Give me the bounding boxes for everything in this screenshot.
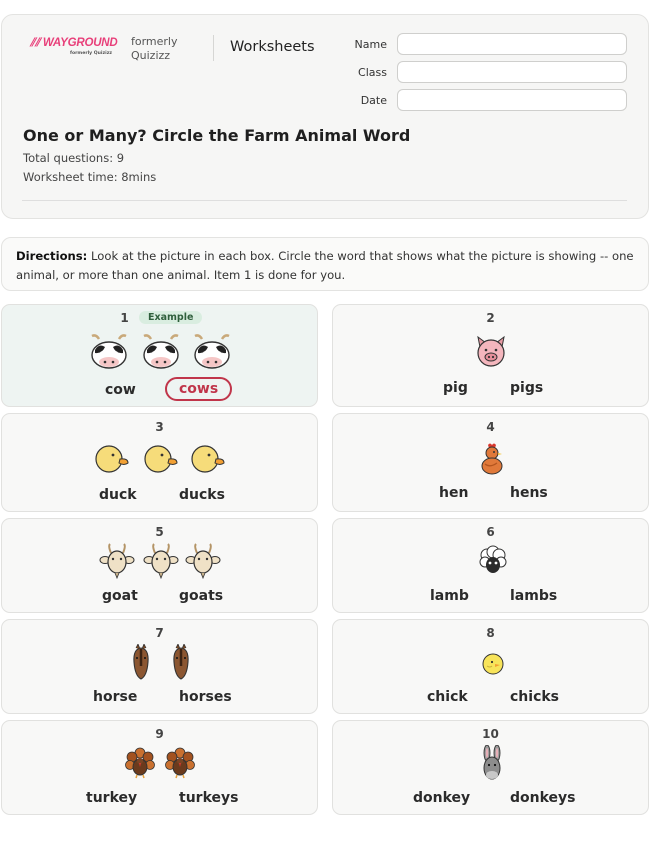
turkey-icon — [165, 745, 195, 779]
name-field[interactable] — [397, 33, 627, 55]
picture-goats — [2, 547, 317, 587]
word-plural[interactable]: chicks — [510, 689, 560, 705]
duck-icon — [143, 442, 179, 476]
picture-cows — [2, 333, 317, 373]
date-field[interactable] — [397, 89, 627, 111]
duck-icon — [94, 442, 130, 476]
word-single[interactable]: cow — [105, 382, 136, 398]
turkey-icon — [125, 745, 155, 779]
hen-icon — [479, 442, 505, 476]
example-badge: Example — [139, 311, 202, 324]
question-card-7 — [1, 619, 318, 714]
worksheet-title: One or Many? Circle the Farm Animal Word — [23, 126, 411, 145]
question-number: 9 — [155, 727, 164, 741]
question-card-1 — [1, 304, 318, 407]
lamb-icon — [478, 545, 508, 577]
word-plural[interactable]: turkeys — [179, 790, 239, 806]
question-card-5 — [1, 518, 318, 613]
date-label: Date — [360, 94, 387, 107]
word-single[interactable]: horse — [93, 689, 138, 705]
question-card-8 — [332, 619, 649, 714]
formerly-quizizz — [131, 35, 178, 63]
pig-icon — [474, 333, 508, 369]
name-label: Name — [354, 38, 387, 51]
word-plural[interactable]: pigs — [510, 380, 544, 396]
chick-icon — [481, 652, 505, 676]
duck-icon — [190, 442, 226, 476]
cow-icon — [90, 333, 128, 373]
question-number: 1 — [120, 311, 129, 325]
question-card-2 — [332, 304, 649, 407]
word-single[interactable]: hen — [439, 485, 469, 501]
directions-box — [1, 237, 649, 291]
picture-hen — [333, 442, 648, 482]
word-plural[interactable]: hens — [510, 485, 548, 501]
brand-logo: ⫽⫽ WAYGROUND — [30, 37, 118, 49]
cow-icon — [142, 333, 180, 373]
question-number: 4 — [486, 420, 495, 434]
picture-ducks — [2, 442, 317, 482]
brand — [30, 37, 120, 56]
picture-turkeys — [2, 749, 317, 789]
word-single[interactable]: goat — [102, 588, 138, 604]
question-number: 3 — [155, 420, 164, 434]
picture-chick — [333, 648, 648, 688]
picture-lamb — [333, 547, 648, 587]
brand-logo-mark: ⫽⫽ — [30, 37, 43, 49]
word-plural[interactable]: horses — [179, 689, 232, 705]
goat-icon — [143, 543, 179, 581]
picture-horses — [2, 648, 317, 688]
question-number: 8 — [486, 626, 495, 640]
word-plural[interactable]: donkeys — [510, 790, 576, 806]
question-number: 6 — [486, 525, 495, 539]
class-label: Class — [358, 66, 387, 79]
worksheet-time: Worksheet time: 8mins — [23, 170, 157, 184]
question-number: 2 — [486, 311, 495, 325]
question-number: 5 — [155, 525, 164, 539]
horse-icon — [131, 644, 151, 682]
directions-label: Directions: — [16, 249, 88, 263]
cow-icon — [193, 333, 231, 373]
word-single[interactable]: turkey — [86, 790, 138, 806]
total-questions: Total questions: 9 — [23, 151, 125, 165]
question-number: 7 — [155, 626, 164, 640]
word-single[interactable]: lamb — [430, 588, 469, 604]
formerly-line1: formerly — [131, 35, 178, 48]
word-plural[interactable]: lambs — [510, 588, 558, 604]
horse-icon — [171, 644, 191, 682]
question-card-3 — [1, 413, 318, 512]
picture-pig — [333, 333, 648, 373]
question-card-6 — [332, 518, 649, 613]
word-single[interactable]: donkey — [413, 790, 471, 806]
question-card-4 — [332, 413, 649, 512]
word-single[interactable]: pig — [443, 380, 468, 396]
word-plural[interactable]: goats — [179, 588, 224, 604]
formerly-line2: Quizizz — [131, 49, 171, 62]
question-card-9 — [1, 720, 318, 815]
word-plural[interactable]: ducks — [179, 487, 225, 503]
goat-icon — [99, 543, 135, 581]
worksheets-label: Worksheets — [230, 39, 315, 55]
brand-subtitle: formerly Quizizz — [70, 51, 113, 56]
class-field[interactable] — [397, 61, 627, 83]
header-rule — [22, 200, 627, 201]
directions-text: Look at the picture in each box. Circle the word that shows what the picture is showing -- one animal, or more than one animal. Item 1 is done for you. — [16, 249, 634, 282]
word-plural-circled[interactable]: cows — [165, 377, 232, 401]
question-card-10 — [332, 720, 649, 815]
donkey-icon — [481, 745, 503, 781]
question-number: 10 — [482, 727, 499, 741]
picture-donkey — [333, 749, 648, 789]
word-single[interactable]: chick — [427, 689, 468, 705]
goat-icon — [185, 543, 221, 581]
header-divider — [213, 35, 214, 61]
word-single[interactable]: duck — [99, 487, 137, 503]
